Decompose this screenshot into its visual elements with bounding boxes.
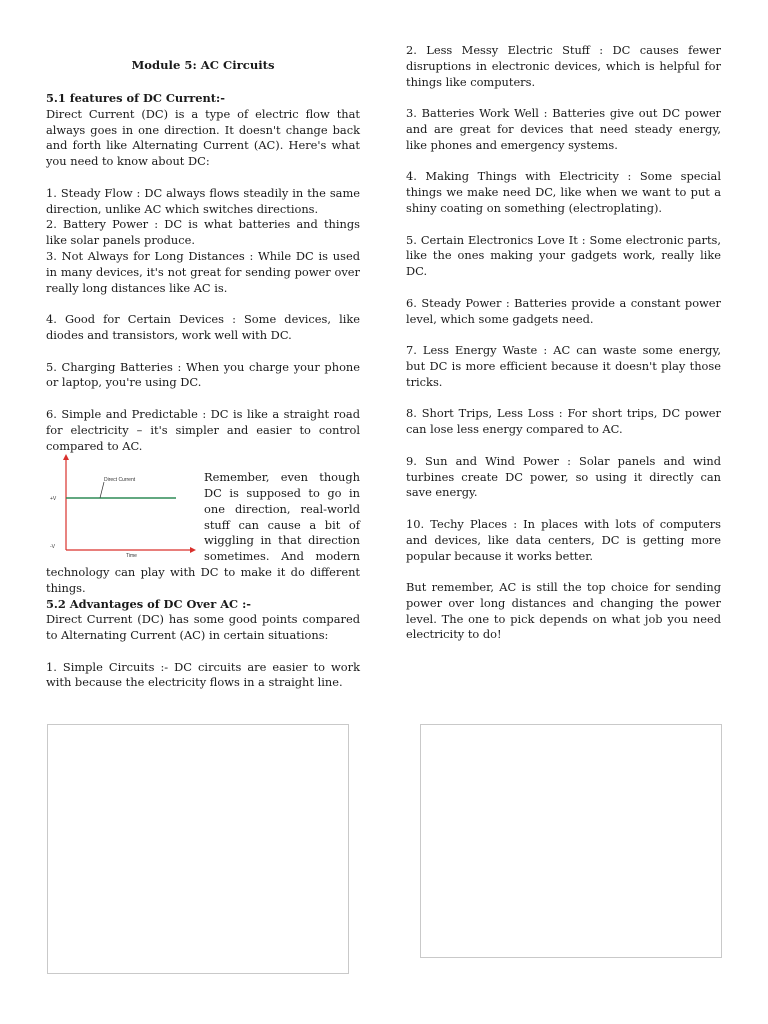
- graph-and-remember: [46, 454, 360, 596]
- feature-item-2: 2. Battery Power : DC is what batteries and things like solar panels produce.: [46, 217, 360, 248]
- module-title: Module 5: AC Circuits: [131, 58, 275, 72]
- advantage-item-8: 8. Short Trips, Less Loss : For short trips, DC power can lose less energy compared to AC.: [406, 406, 721, 437]
- advantage-item-7: 7. Less Energy Waste : AC can waste some energy, but DC is more efficient because it doesn't play those tricks.: [406, 343, 721, 389]
- feature-item-6: 6. Simple and Predictable : DC is like a straight road for electricity – it's simpler and easier to control compared to AC.: [46, 406, 360, 453]
- graph-ypos-label: +V: [50, 496, 57, 503]
- advantages-intro: Direct Current (DC) has some good points compared to Alternating Current (AC) in certain situations:: [46, 612, 360, 643]
- section-heading-advantages: 5.2 Advantages of DC Over AC :-: [46, 596, 252, 611]
- advantage-item-2: 2. Less Messy Electric Stuff : DC causes fewer disruptions in electronic devices, which is helpful for things like computers.: [406, 43, 721, 89]
- advantage-item-9: 9. Sun and Wind Power : Solar panels and wind turbines create DC power, so using it directly can save energy.: [406, 453, 721, 500]
- advantage-item-4: 4. Making Things with Electricity : Some special things we make need DC, like when we want to put a shiny coating on something (electroplating).: [406, 169, 721, 215]
- feature-item-3: 3. Not Always for Long Distances : While DC is used in many devices, it's not great for sending power over really long distances like AC is.: [46, 248, 360, 295]
- blank-box-left: [47, 724, 349, 974]
- advantage-item-1: 1. Simple Circuits :- DC circuits are easier to work with because the electricity flows in a straight line.: [46, 659, 360, 690]
- feature-item-1: 1. Steady Flow : DC always flows steadily in the same direction, unlike AC which switches directions.: [46, 185, 360, 216]
- graph-x-arrow: [190, 547, 196, 553]
- remember-paragraph: Remember, even though DC is supposed to go in one direction, real-world stuff can cause a bit of wiggling in that direction sometimes. And modern technology can play with DC to make it do different things.: [46, 470, 360, 595]
- feature-item-4: 4. Good for Certain Devices : Some devices, like diodes and transistors, work well with DC.: [46, 312, 360, 342]
- graph-yneg-label: -V: [50, 544, 55, 551]
- closing-paragraph: But remember, AC is still the top choice for sending power over long distances and changing the power level. The one to pick depends on what job you need electricity to do!: [406, 580, 721, 642]
- intro-paragraph: Direct Current (DC) is a type of electric flow that always goes in one direction. It doesn't change back and forth like Alternating Current (AC). Here's what you need to know about DC:: [46, 106, 360, 169]
- advantage-item-5: 5. Certain Electronics Love It : Some electronic parts, like the ones making your gadgets work, really like DC.: [406, 232, 721, 279]
- left-column: [46, 91, 360, 691]
- graph-x-label: Time: [126, 553, 137, 559]
- dc-label-pointer: [100, 482, 104, 498]
- graph-line-label: Direct Current: [104, 477, 136, 484]
- advantage-item-6: 6. Steady Power : Batteries provide a constant power level, which some gadgets need.: [406, 295, 721, 326]
- right-column: [406, 43, 721, 643]
- section-heading-features: 5.1 features of DC Current:-: [46, 91, 225, 105]
- advantage-item-10: 10. Techy Places : In places with lots of computers and devices, like data centers, DC is getting more popular because it works better.: [406, 516, 721, 563]
- blank-box-right: [420, 724, 722, 958]
- feature-item-5: 5. Charging Batteries : When you charge your phone or laptop, you're using DC.: [46, 359, 360, 390]
- advantage-item-3: 3. Batteries Work Well : Batteries give out DC power and are great for devices that need steady energy, like phones and emergency systems.: [406, 106, 721, 152]
- graph-y-arrow: [63, 454, 69, 460]
- dc-graph: [48, 454, 198, 558]
